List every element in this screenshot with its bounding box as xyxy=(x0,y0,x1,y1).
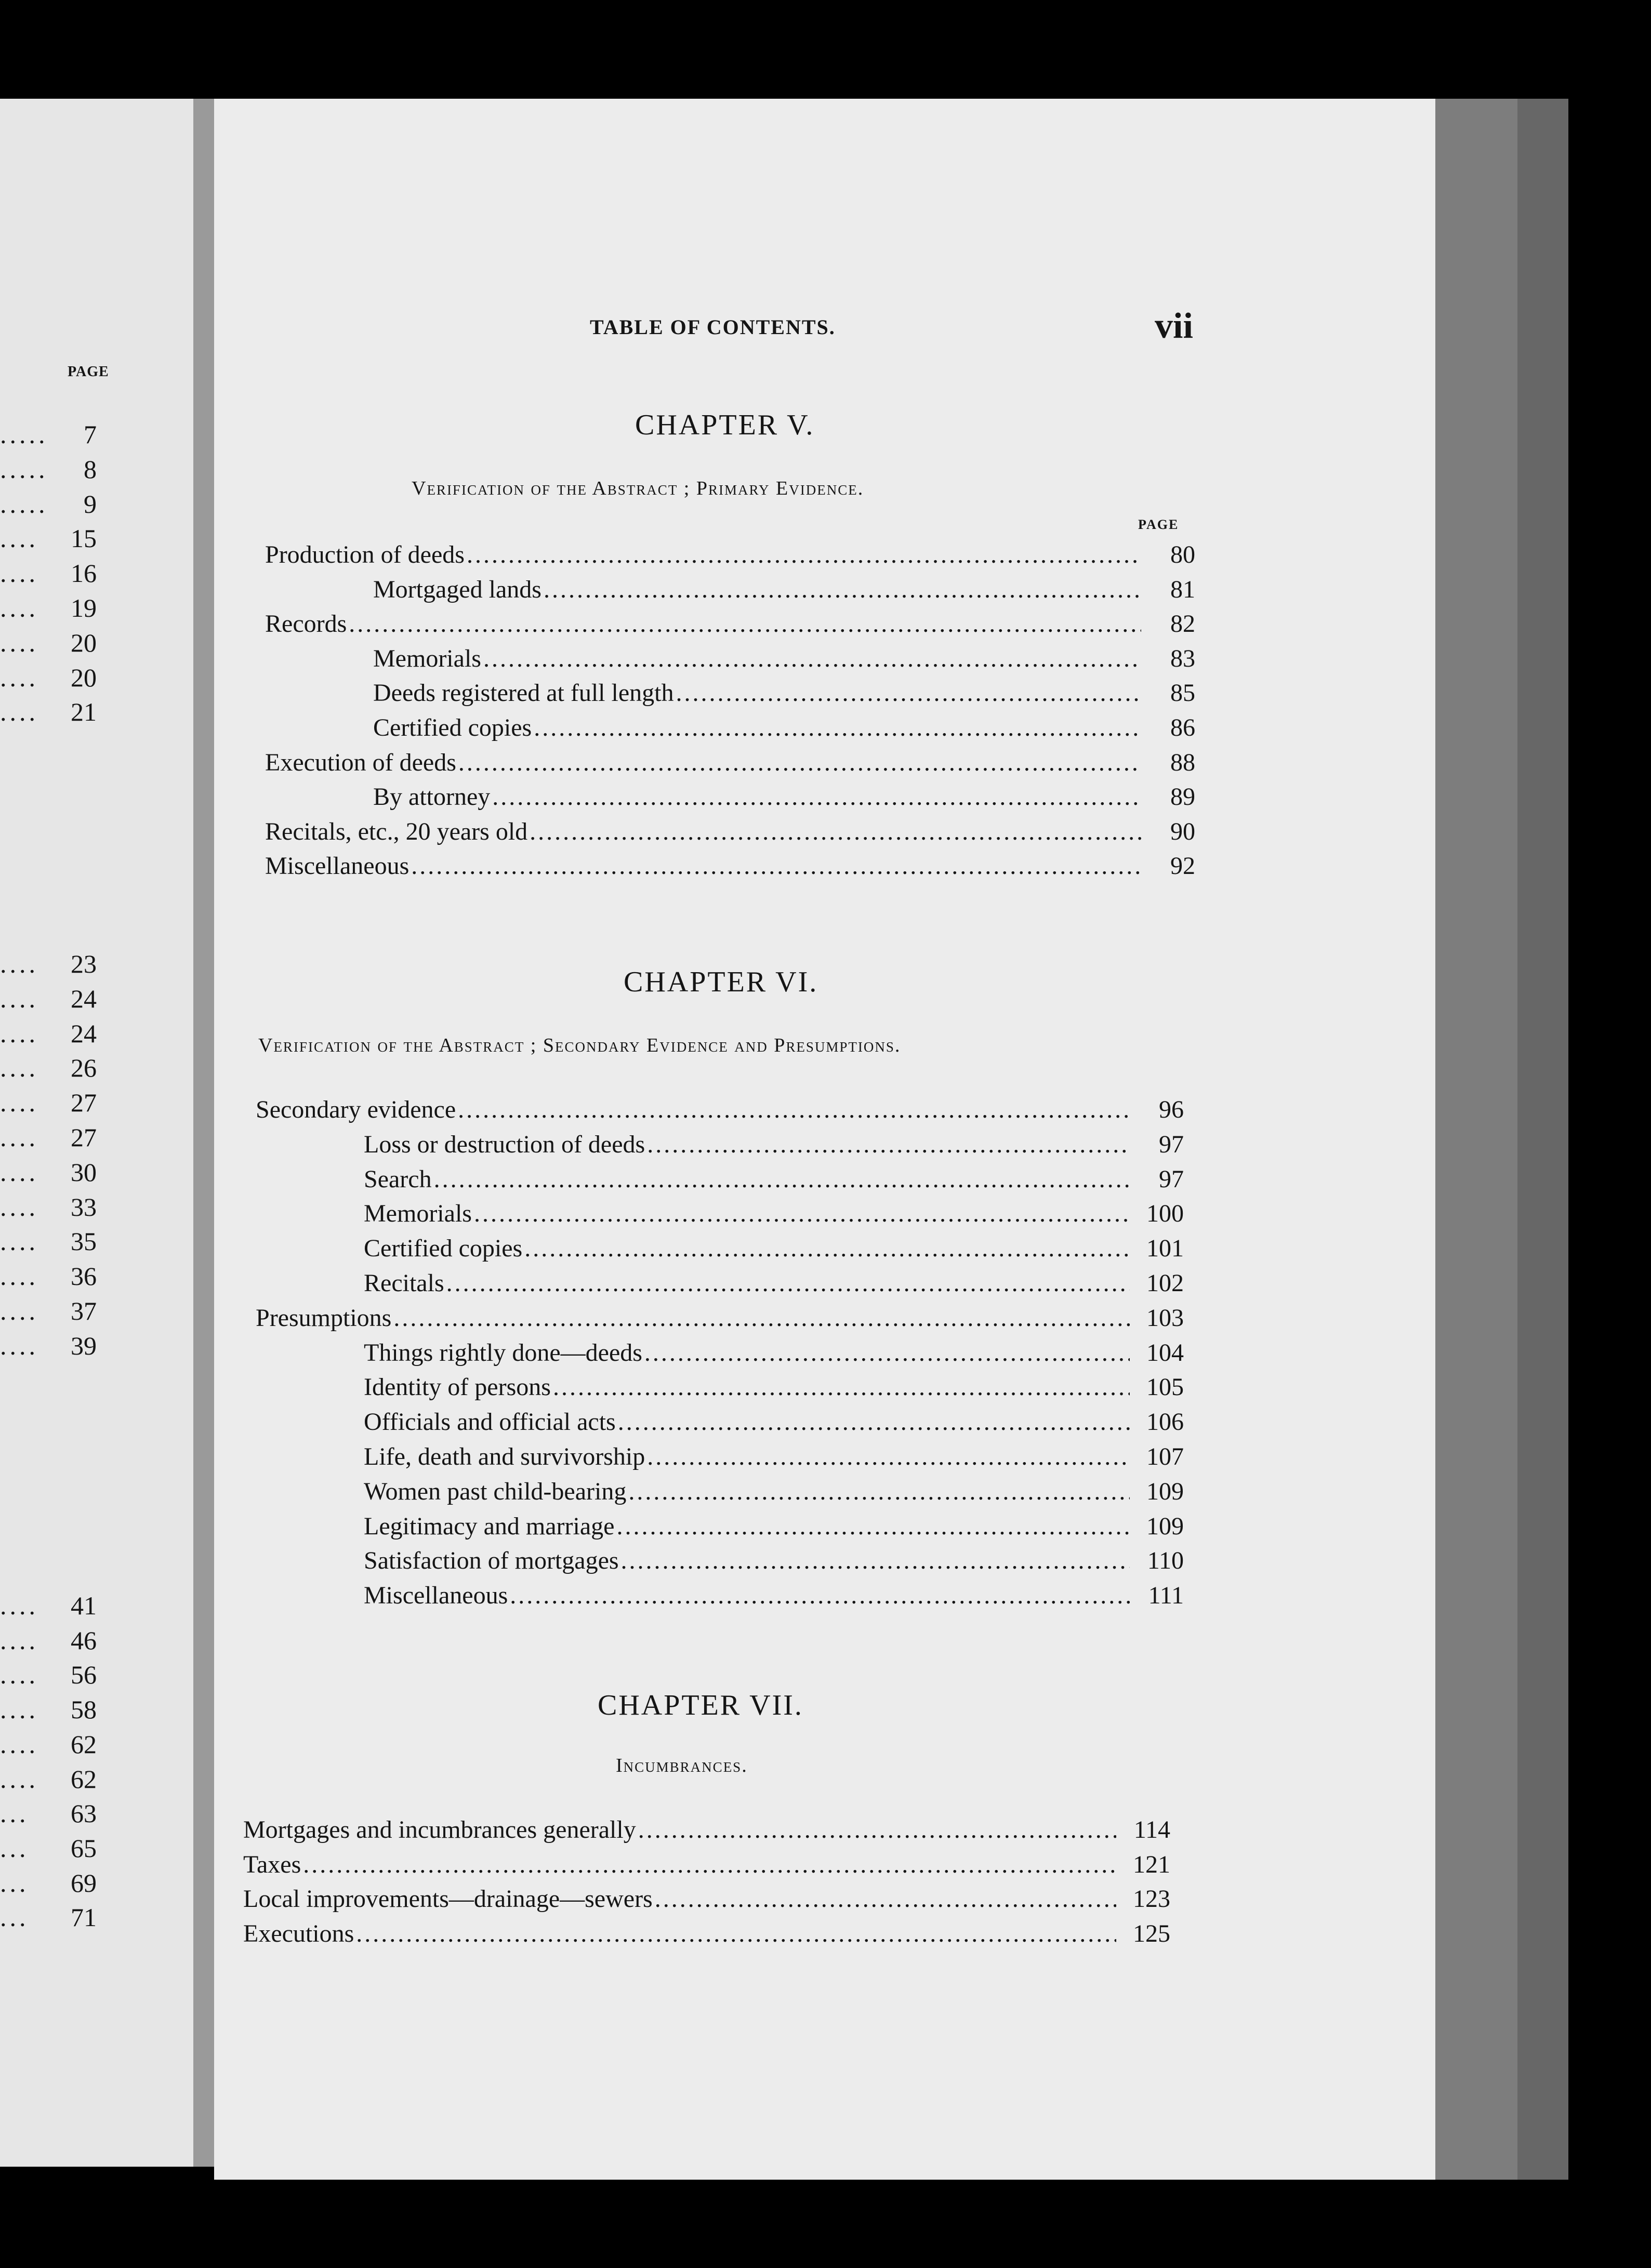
page-column-label: PAGE xyxy=(1138,517,1179,532)
left-index-dots: .... xyxy=(0,1123,38,1152)
toc-entry-title: Production of deeds xyxy=(265,541,465,568)
left-index-row xyxy=(0,1052,97,1083)
left-index-page: 63 xyxy=(71,1799,97,1828)
dot-leader xyxy=(676,677,1141,710)
left-index-dots: .... xyxy=(0,1591,38,1620)
toc-entry-title: Things rightly done—deeds xyxy=(364,1339,642,1367)
toc-entry-page: 102 xyxy=(1146,1269,1184,1297)
toc-entry-page: 110 xyxy=(1147,1547,1184,1574)
toc-entry-title: Life, death and survivorship xyxy=(364,1443,645,1470)
toc-entry xyxy=(364,1475,1184,1508)
dot-leader xyxy=(534,711,1141,745)
toc-entry xyxy=(256,1093,1184,1126)
left-index-page: 41 xyxy=(71,1591,97,1620)
left-index-dots: .... xyxy=(0,984,38,1013)
toc-entry-page: 92 xyxy=(1170,852,1195,880)
left-index-row xyxy=(0,948,97,979)
left-index-row xyxy=(0,592,97,624)
left-index-page: 19 xyxy=(71,593,97,622)
left-index-row xyxy=(0,1902,97,1933)
toc-entry-page: 101 xyxy=(1146,1235,1184,1262)
toc-entry-title: Mortgaged lands xyxy=(373,576,541,603)
page-number: vii xyxy=(1155,306,1193,346)
toc-entry xyxy=(364,1336,1184,1370)
dot-leader xyxy=(647,1440,1130,1474)
running-head: TABLE OF CONTENTS. xyxy=(590,315,836,339)
toc-entry-page: 90 xyxy=(1170,818,1195,845)
left-index-page: 33 xyxy=(71,1192,97,1222)
left-index-dots: .... xyxy=(0,1088,38,1117)
toc-entry xyxy=(364,1267,1184,1300)
dot-leader xyxy=(524,1232,1130,1265)
left-index-page: 36 xyxy=(71,1262,97,1291)
left-index-row xyxy=(0,1261,97,1292)
left-index-row xyxy=(0,454,97,485)
left-index-page: 62 xyxy=(71,1730,97,1759)
left-index-dots: .... xyxy=(0,1695,38,1724)
dot-leader xyxy=(553,1371,1130,1404)
toc-entry-title: Miscellaneous xyxy=(265,852,410,880)
dot-leader xyxy=(393,1302,1130,1335)
toc-entry-page: 107 xyxy=(1146,1443,1184,1470)
toc-entry-page: 81 xyxy=(1170,576,1195,603)
toc-entry xyxy=(243,1813,1170,1847)
toc-entry-title: Executions xyxy=(243,1920,354,1947)
dot-leader xyxy=(618,1405,1130,1439)
toc-entry-page: 89 xyxy=(1170,783,1195,811)
toc-entry-title: Women past child-bearing xyxy=(364,1478,627,1505)
left-index-row xyxy=(0,1763,97,1795)
chapter-subtitle: Incumbrances. xyxy=(616,1755,748,1776)
left-index-page: 27 xyxy=(71,1088,97,1117)
left-index-page: 46 xyxy=(71,1626,97,1655)
toc-entry-page: 121 xyxy=(1133,1851,1170,1878)
toc-entry xyxy=(364,1510,1184,1543)
left-index-dots: ..... xyxy=(0,489,48,519)
left-index-dots: .... xyxy=(0,663,38,692)
left-index-row xyxy=(0,1087,97,1118)
left-index-page: 62 xyxy=(71,1765,97,1794)
left-index-page: 58 xyxy=(71,1695,97,1724)
toc-entry-title: Identity of persons xyxy=(364,1373,551,1401)
dot-leader xyxy=(492,780,1141,814)
left-index-page: 8 xyxy=(84,455,97,484)
dot-leader xyxy=(616,1510,1130,1543)
toc-entry-title: Certified copies xyxy=(364,1235,523,1262)
toc-entry-page: 125 xyxy=(1133,1920,1170,1947)
left-index-dots: .... xyxy=(0,1331,38,1360)
left-index-dots: ..... xyxy=(0,455,48,484)
left-index-page: 71 xyxy=(71,1903,97,1932)
left-index-dots: ... xyxy=(0,1799,29,1828)
toc-entry xyxy=(364,1544,1184,1577)
left-index-dots: .... xyxy=(0,628,38,657)
dot-leader xyxy=(483,642,1141,675)
toc-entry xyxy=(364,1163,1184,1196)
left-index-row xyxy=(0,1018,97,1049)
toc-entry-title: Officials and official acts xyxy=(364,1408,616,1436)
left-index-page: 7 xyxy=(84,420,97,449)
left-index-dots: .... xyxy=(0,1053,38,1082)
left-index-row xyxy=(0,1833,97,1864)
toc-entry xyxy=(373,711,1195,745)
toc-entry-page: 88 xyxy=(1170,749,1195,776)
toc-entry xyxy=(265,538,1195,572)
dot-leader xyxy=(458,1093,1130,1126)
left-index-row xyxy=(0,1798,97,1829)
left-index-dots: .... xyxy=(0,1730,38,1759)
toc-entry xyxy=(364,1197,1184,1230)
toc-entry xyxy=(265,607,1195,641)
toc-entry xyxy=(373,677,1195,710)
left-index-dots: .... xyxy=(0,697,38,726)
left-index-row xyxy=(0,1867,97,1899)
toc-entry-title: Presumptions xyxy=(256,1304,392,1332)
toc-entry-page: 114 xyxy=(1133,1816,1170,1843)
left-index-page: 35 xyxy=(71,1227,97,1256)
left-index-row xyxy=(0,558,97,589)
chapter-subtitle: Verification of the Abstract ; Secondary Evidence and Presumptions. xyxy=(258,1034,901,1056)
toc-entry xyxy=(243,1917,1170,1951)
toc-entry-page: 100 xyxy=(1146,1200,1184,1227)
left-index-page: 30 xyxy=(71,1158,97,1187)
toc-entry-page: 104 xyxy=(1146,1339,1184,1367)
toc-entry-page: 86 xyxy=(1170,714,1195,741)
toc-entry-title: Loss or destruction of deeds xyxy=(364,1131,645,1158)
toc-entry-page: 83 xyxy=(1170,645,1195,672)
toc-entry-title: Memorials xyxy=(373,645,481,672)
toc-entry xyxy=(373,642,1195,675)
left-index-page: 23 xyxy=(71,949,97,978)
toc-entry xyxy=(373,780,1195,814)
toc-entry-page: 97 xyxy=(1159,1165,1184,1193)
chapter-title: CHAPTER V. xyxy=(635,409,815,441)
left-index-row xyxy=(0,1157,97,1188)
toc-entry-page: 109 xyxy=(1146,1513,1184,1540)
left-index-row xyxy=(0,627,97,658)
left-index-page: 24 xyxy=(71,984,97,1013)
toc-entry-title: Records xyxy=(265,610,347,638)
left-index-page: 37 xyxy=(71,1296,97,1325)
left-index-row xyxy=(0,983,97,1014)
toc-entry xyxy=(364,1579,1184,1612)
left-index-page: 24 xyxy=(71,1019,97,1048)
left-index-page: 27 xyxy=(71,1123,97,1152)
left-index-row xyxy=(0,488,97,520)
left-index-dots: .... xyxy=(0,1626,38,1655)
left-index-dots: ..... xyxy=(0,420,48,449)
left-index-row xyxy=(0,1729,97,1760)
left-index-row xyxy=(0,1330,97,1361)
toc-entry-page: 105 xyxy=(1146,1373,1184,1401)
toc-entry-page: 97 xyxy=(1159,1131,1184,1158)
toc-entry-page: 103 xyxy=(1146,1304,1184,1332)
dot-leader xyxy=(621,1544,1130,1577)
toc-entry-title: Secondary evidence xyxy=(256,1096,456,1123)
toc-entry-page: 85 xyxy=(1170,679,1195,707)
toc-entry xyxy=(256,1302,1184,1335)
left-index-dots: .... xyxy=(0,1262,38,1291)
toc-entry-title: Search xyxy=(364,1165,432,1193)
left-index-page: 20 xyxy=(71,663,97,692)
toc-entry-title: Recitals xyxy=(364,1269,444,1297)
chapter-title: CHAPTER VI. xyxy=(624,966,818,998)
left-index-row xyxy=(0,1694,97,1725)
toc-entry-page: 96 xyxy=(1159,1096,1184,1123)
left-index-dots: ... xyxy=(0,1903,29,1932)
left-index-row xyxy=(0,1226,97,1257)
left-index-page: 16 xyxy=(71,559,97,588)
toc-entry-title: Mortgages and incumbrances generally xyxy=(243,1816,636,1843)
toc-entry-title: Satisfaction of mortgages xyxy=(364,1547,619,1574)
chapter-title: CHAPTER VII. xyxy=(598,1689,803,1721)
dot-leader xyxy=(446,1267,1130,1300)
book-gutter xyxy=(193,99,214,2167)
toc-entry-page: 123 xyxy=(1133,1885,1170,1913)
toc-entry-title: By attorney xyxy=(373,783,491,811)
left-index-dots: .... xyxy=(0,1660,38,1689)
left-index-dots: .... xyxy=(0,524,38,553)
dot-leader xyxy=(638,1813,1116,1847)
left-index-row xyxy=(0,1295,97,1327)
left-index-page: 39 xyxy=(71,1331,97,1360)
left-page-header: PAGE xyxy=(68,364,109,380)
page-edge-shadow-dark xyxy=(1517,99,1568,2180)
left-index-page: 15 xyxy=(71,524,97,553)
dot-leader xyxy=(303,1848,1116,1881)
toc-entry-title: Taxes xyxy=(243,1851,301,1878)
toc-entry-title: Recitals, etc., 20 years old xyxy=(265,818,528,845)
dot-leader xyxy=(349,607,1141,641)
left-index-row xyxy=(0,662,97,693)
dot-leader xyxy=(655,1882,1116,1916)
toc-entry xyxy=(243,1882,1170,1916)
left-index-page: 26 xyxy=(71,1053,97,1082)
toc-entry-title: Execution of deeds xyxy=(265,749,456,776)
left-index-page: 69 xyxy=(71,1868,97,1898)
left-index-dots: .... xyxy=(0,1019,38,1048)
left-index-dots: .... xyxy=(0,1158,38,1187)
toc-entry-page: 80 xyxy=(1170,541,1195,568)
toc-entry-title: Deeds registered at full length xyxy=(373,679,674,707)
toc-entry-page: 82 xyxy=(1170,610,1195,638)
toc-entry-page: 106 xyxy=(1146,1408,1184,1436)
left-index-dots: .... xyxy=(0,1192,38,1222)
left-index-dots: .... xyxy=(0,949,38,978)
left-index-page: 21 xyxy=(71,697,97,726)
dot-leader xyxy=(530,815,1141,848)
toc-entry xyxy=(373,573,1195,606)
toc-entry xyxy=(364,1232,1184,1265)
toc-entry xyxy=(364,1128,1184,1161)
left-index-row xyxy=(0,696,97,727)
toc-entry xyxy=(364,1440,1184,1474)
dot-leader xyxy=(544,573,1141,606)
left-index-dots: .... xyxy=(0,593,38,622)
toc-entry-title: Miscellaneous xyxy=(364,1582,508,1609)
left-index-row xyxy=(0,419,97,450)
dot-leader xyxy=(474,1197,1130,1230)
left-index-row xyxy=(0,1191,97,1223)
toc-entry xyxy=(364,1371,1184,1404)
toc-entry-title: Certified copies xyxy=(373,714,532,741)
toc-entry-page: 111 xyxy=(1148,1582,1184,1609)
left-index-row xyxy=(0,1590,97,1621)
toc-entry-page: 109 xyxy=(1146,1478,1184,1505)
left-index-dots: .... xyxy=(0,1296,38,1325)
dot-leader xyxy=(434,1163,1130,1196)
left-index-dots: .... xyxy=(0,559,38,588)
left-index-page: 9 xyxy=(84,489,97,519)
toc-entry-title: Legitimacy and marriage xyxy=(364,1513,615,1540)
toc-entry-title: Memorials xyxy=(364,1200,472,1227)
toc-entry-title: Local improvements—drainage—sewers xyxy=(243,1885,653,1913)
left-index-row xyxy=(0,523,97,554)
left-index-page: 65 xyxy=(71,1834,97,1863)
dot-leader xyxy=(467,538,1141,572)
left-index-row xyxy=(0,1122,97,1153)
left-index-dots: ... xyxy=(0,1868,29,1898)
toc-entry xyxy=(364,1405,1184,1439)
left-index-row xyxy=(0,1625,97,1656)
dot-leader xyxy=(458,746,1141,779)
left-index-dots: ... xyxy=(0,1834,29,1863)
dot-leader xyxy=(647,1128,1130,1161)
left-index-page: 20 xyxy=(71,628,97,657)
left-index-dots: .... xyxy=(0,1765,38,1794)
dot-leader xyxy=(644,1336,1130,1370)
toc-entry xyxy=(265,815,1195,848)
toc-entry xyxy=(265,850,1195,883)
dot-leader xyxy=(510,1579,1130,1612)
left-index-page: 56 xyxy=(71,1660,97,1689)
chapter-subtitle: Verification of the Abstract ; Primary Evidence. xyxy=(412,478,864,499)
dot-leader xyxy=(411,850,1141,883)
dot-leader xyxy=(356,1917,1116,1951)
left-index-row xyxy=(0,1659,97,1690)
dot-leader xyxy=(628,1475,1130,1508)
toc-entry xyxy=(243,1848,1170,1881)
left-index-dots: .... xyxy=(0,1227,38,1256)
toc-entry xyxy=(265,746,1195,779)
